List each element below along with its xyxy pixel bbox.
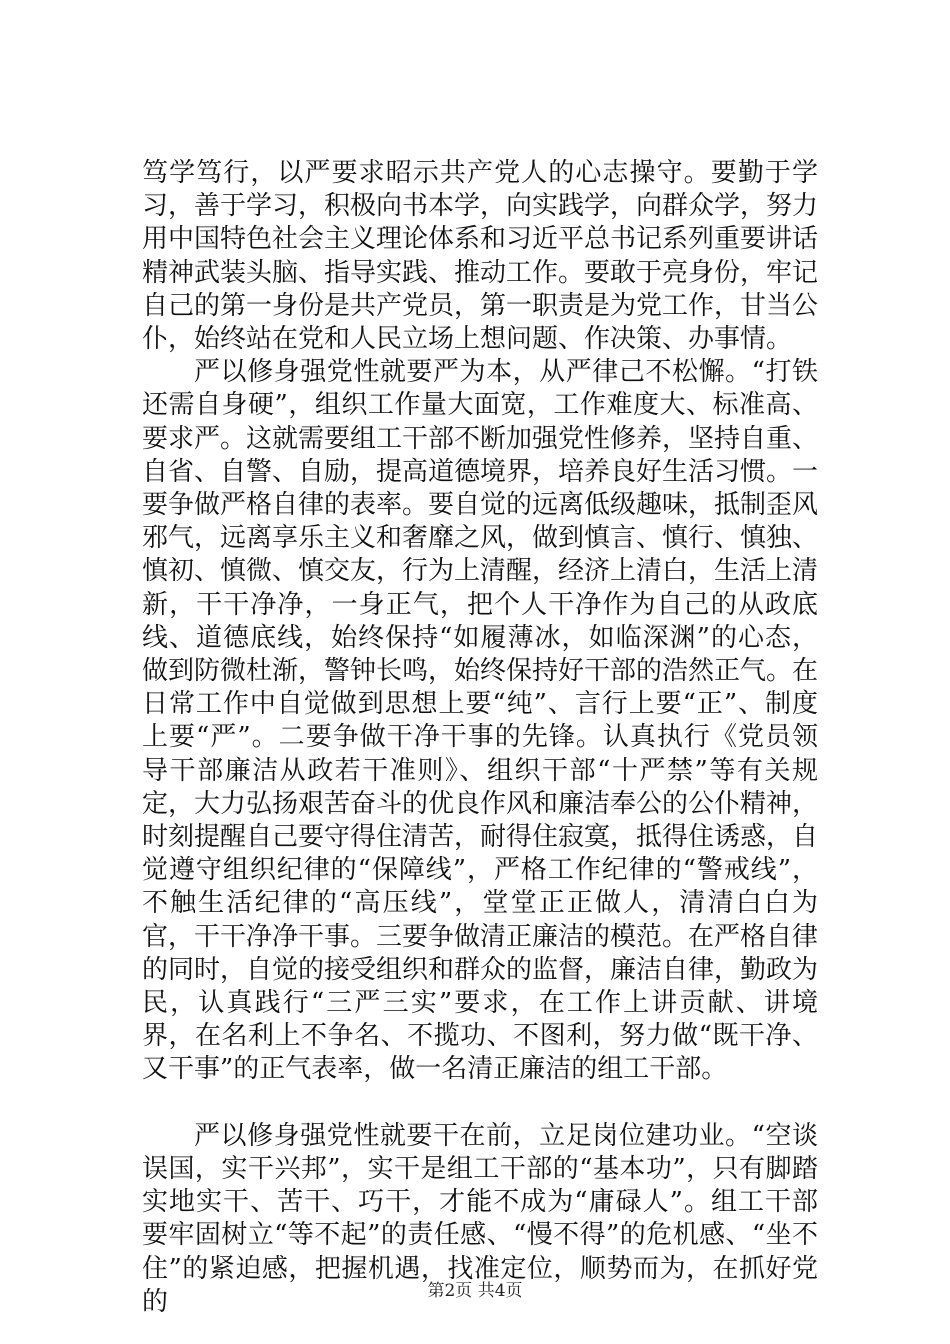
paragraph-3: 严以修身强党性就要干在前，立足岗位建功业。“空谈误国，实干兴邦”，实干是组工干部的“基本功”，只有脚踏实地实干、苦干、巧干，才能不成为“庸碌人”。组工干部要牢固树立“等不起”的责任感、“慢不得”的危机感、“坐不住”的紧迫感，把握机遇，找准定位，顺势而为，在抓好党的 xyxy=(142,1120,818,1317)
paragraph-2: 严以修身强党性就要严为本，从严律己不松懈。“打铁还需自身硬”，组织工作量大面宽，工作难度大、标准高、要求严。这就需要组工干部不断加强党性修养，坚持自重、自省、自警、自励，提高道德境界，培养良好生活习惯。一要争做严格自律的表率。要自觉的远离低级趣味，抵制歪风邪气，远离享乐主义和奢靡之风，做到慎言、慎行、慎独、慎初、慎微、慎交友，行为上清醒，经济上清白，生活上清新，干干净净，一身正气，把个人干净作为自己的从政底线、道德底线，始终保持“如履薄冰，如临深渊”的心态，做到防微杜渐，警钟长鸣，始终保持好干部的浩然正气。在日常工作中自觉做到思想上要“纯”、言行上要“正”、制度上要“严”。二要争做干净干事的先锋。认真执行《党员领导干部廉洁从政若干准则》、组织干部“十严禁”等有关规定，大力弘扬艰苦奋斗的优良作风和廉洁奉公的公仆精神，时刻提醒自己要守得住清苦，耐得住寂寞，抵得住诱惑，自觉遵守组织纪律的“保障线”，严格工作纪律的“警戒线”，不触生活纪律的“高压线”，堂堂正正做人，清清白白为官，干干净净干事。三要争做清正廉洁的模范。在严格自律的同时，自觉的接受组织和群众的监督，廉洁自律，勤政为民，认真践行“三严三实”要求，在工作上讲贡献、讲境界，在名利上不争名、不揽功、不图利，努力做“既干净、又干事”的正气表率，做一名清正廉洁的组工干部。 xyxy=(142,357,819,1085)
document-body xyxy=(142,157,818,1319)
paragraph-spacer xyxy=(142,1087,818,1120)
page-footer: 第2页 共4页 xyxy=(427,1281,523,1301)
paragraph-1: 笃学笃行，以严要求昭示共产党人的心志操守。要勤于学习，善于学习，积极向书本学，向实践学，向群众学，努力用中国特色社会主义理论体系和习近平总书记系列重要讲话精神武装头脑、指导实践、推动工作。要敢于亮身份，牢记自己的第一身份是共产党员，第一职责是为党工作，甘当公仆，始终站在党和人民立场上想问题、作决策、办事情。 xyxy=(142,158,819,355)
